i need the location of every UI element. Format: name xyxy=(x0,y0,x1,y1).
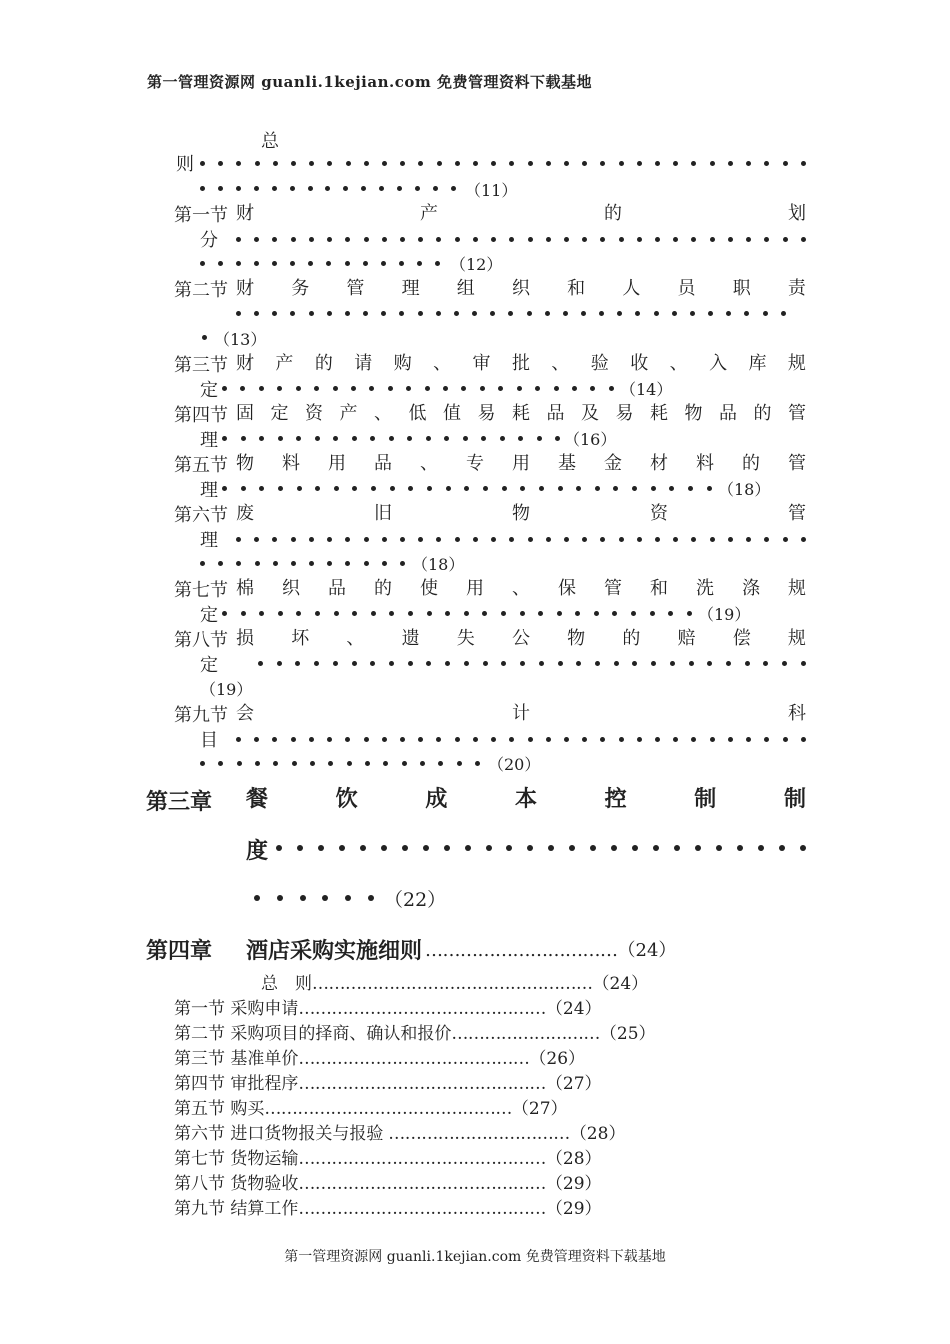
toc-title-tail: 定 xyxy=(200,655,218,676)
toc-leader xyxy=(200,751,480,776)
toc-page: （11） xyxy=(465,181,518,200)
toc-section-title: 固 定 资 产 、 低 值 易 耗 品 及 易 耗 物 品 的 管 xyxy=(236,403,806,424)
toc-section-title: 废 旧 物 资 管 xyxy=(236,503,806,524)
toc-leader xyxy=(200,151,806,176)
leader-text: …………………………………… xyxy=(298,1049,530,1069)
toc-section-num: 第二节 xyxy=(174,1024,225,1044)
leader-text: ……………………………………… xyxy=(298,1149,546,1169)
toc-section xyxy=(174,1047,585,1071)
toc-leader xyxy=(236,527,806,552)
toc-page: （19） xyxy=(200,680,253,699)
leader-text: ……………………………………… xyxy=(264,1099,512,1119)
toc-section-title: 棉 织 品 的 使 用 、 保 管 和 洗 涤 规 xyxy=(236,578,806,599)
toc-leader xyxy=(425,936,676,962)
toc-section-num: 第三节 xyxy=(174,355,228,376)
toc-section-num: 第二节 xyxy=(174,280,228,301)
toc-section-title: 进口货物报关与报验 xyxy=(230,1124,384,1144)
chapter-title: 酒店采购实施细则 xyxy=(246,938,423,964)
toc-leader xyxy=(276,836,806,860)
toc-page: （13） xyxy=(214,330,267,349)
toc-page: （29） xyxy=(545,1174,602,1194)
toc-section-num: 第七节 xyxy=(174,1149,225,1169)
toc-general-title: 总 则 xyxy=(261,974,312,994)
page-header: 第一管理资源网 guanli.1kejian.com 免费管理资料下载基地 xyxy=(147,73,592,91)
leader-text: ……………………………………… xyxy=(298,1174,546,1194)
toc-page: （29） xyxy=(545,1199,602,1219)
toc-section-num: 第四节 xyxy=(174,1074,225,1094)
toc-page: （18） xyxy=(412,555,465,574)
chapter-title-tail: 度 xyxy=(246,838,269,864)
leader-text: …………………………… xyxy=(383,1124,570,1144)
toc-section xyxy=(174,1097,568,1121)
toc-general xyxy=(261,972,648,996)
chapter-title: 餐 饮 成 本 控 制 制 xyxy=(246,786,806,812)
toc-title-tail: 分 xyxy=(200,230,218,251)
toc-section-num: 第五节 xyxy=(174,1099,225,1119)
toc-section-title: 货物验收 xyxy=(230,1174,299,1194)
toc-page: （27） xyxy=(511,1099,568,1119)
toc-leader xyxy=(236,727,806,752)
toc-leader xyxy=(254,886,374,910)
toc-leader xyxy=(222,426,560,451)
toc-section-num: 第一节 xyxy=(174,205,228,226)
toc-page: （27） xyxy=(545,1074,602,1094)
toc-section-num: 第八节 xyxy=(174,630,228,651)
toc-section xyxy=(174,1122,625,1146)
toc-section-title: 购买 xyxy=(230,1099,265,1119)
toc-title-tail: 目 xyxy=(200,730,218,751)
toc-section-num: 第九节 xyxy=(174,705,228,726)
toc-leader xyxy=(222,476,712,501)
toc-general-b: 则 xyxy=(176,154,194,175)
toc-section-title: 财 务 管 理 组 织 和 人 员 职 责 xyxy=(236,278,806,299)
toc-general-a: 总 xyxy=(261,131,279,152)
toc-section-title: 会 计 科 xyxy=(236,703,806,724)
toc-leader xyxy=(202,325,210,350)
toc-section-title: 货物运输 xyxy=(230,1149,299,1169)
toc-leader xyxy=(258,651,806,676)
toc-section-title: 财 产 的 请 购 、 审 批 、 验 收 、 入 库 规 xyxy=(236,353,806,374)
toc-page: （14） xyxy=(620,380,673,399)
toc-section-title: 结算工作 xyxy=(230,1199,299,1219)
leader-text: …………………………………………… xyxy=(312,974,593,994)
toc-section xyxy=(174,1172,602,1196)
leader-text: ……………………………………… xyxy=(298,1074,546,1094)
toc-leader xyxy=(222,601,692,626)
toc-section-title: 采购项目的择商、确认和报价 xyxy=(230,1024,452,1044)
toc-section-title: 采购申请 xyxy=(230,999,299,1019)
toc-section-title: 物 料 用 品 、 专 用 基 金 材 料 的 管 xyxy=(236,453,806,474)
toc-leader xyxy=(236,227,806,252)
toc-page: （20） xyxy=(488,755,541,774)
toc-section-num: 第五节 xyxy=(174,455,228,476)
toc-section xyxy=(174,997,602,1021)
toc-page: （26） xyxy=(529,1049,586,1069)
toc-leader xyxy=(200,251,440,276)
toc-title-tail: 定 xyxy=(200,380,218,401)
toc-title-tail: 理 xyxy=(200,530,218,551)
toc-section-num: 第六节 xyxy=(174,505,228,526)
leader-text: ……………………… xyxy=(451,1024,600,1044)
toc-page: （24） xyxy=(617,940,677,961)
toc-section-num: 第七节 xyxy=(174,580,228,601)
toc-section xyxy=(174,1072,602,1096)
toc-page: （19） xyxy=(698,605,751,624)
leader-text: ……………………………………… xyxy=(298,999,546,1019)
chapter-num: 第四章 xyxy=(146,938,213,964)
toc-section-num: 第九节 xyxy=(174,1199,225,1219)
toc-page: （28） xyxy=(569,1124,626,1144)
toc-section-num: 第四节 xyxy=(174,405,228,426)
chapter-num: 第三章 xyxy=(146,789,213,815)
toc-leader xyxy=(200,176,456,201)
toc-title-tail: 理 xyxy=(200,480,218,501)
toc-section-num: 第三节 xyxy=(174,1049,225,1069)
toc-section-title: 损 坏 、 遗 失 公 物 的 赔 偿 规 xyxy=(236,628,806,649)
toc-page: （16） xyxy=(564,430,617,449)
toc-section-num: 第八节 xyxy=(174,1174,225,1194)
toc-title-tail: 理 xyxy=(200,430,218,451)
toc-page: （24） xyxy=(545,999,602,1019)
toc-section xyxy=(174,1022,656,1046)
toc-section xyxy=(174,1147,602,1171)
toc-page: （24） xyxy=(592,974,649,994)
toc-section-title: 审批程序 xyxy=(230,1074,299,1094)
toc-page: （22） xyxy=(384,889,447,911)
toc-page: （18） xyxy=(718,480,771,499)
toc-section-num: 第一节 xyxy=(174,999,225,1019)
toc-leader xyxy=(236,301,786,326)
page-footer: 第一管理资源网 guanli.1kejian.com 免费管理资料下载基地 xyxy=(284,1249,666,1265)
leader-text: …………………………… xyxy=(425,940,618,961)
toc-section-title: 财 产 的 划 xyxy=(236,203,806,224)
toc-section xyxy=(174,1197,602,1221)
toc-section-title: 基准单价 xyxy=(230,1049,299,1069)
leader-text: ……………………………………… xyxy=(298,1199,546,1219)
toc-title-tail: 定 xyxy=(200,605,218,626)
toc-leader xyxy=(200,551,405,576)
toc-page: （12） xyxy=(450,255,503,274)
toc-leader xyxy=(222,376,614,401)
toc-section-num: 第六节 xyxy=(174,1124,225,1144)
toc-page: （25） xyxy=(599,1024,656,1044)
toc-page: （28） xyxy=(545,1149,602,1169)
